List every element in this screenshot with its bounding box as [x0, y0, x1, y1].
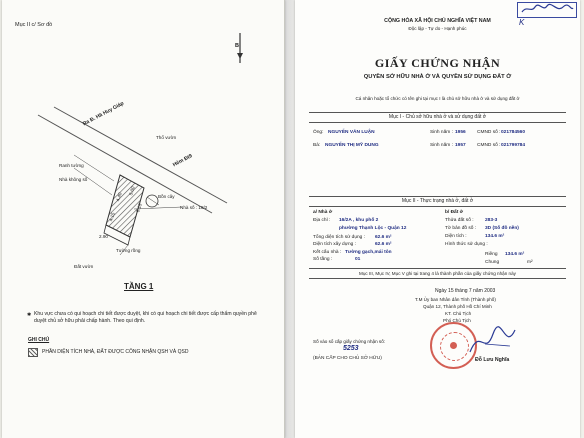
owner-2-birth-label: Sinh năm :	[430, 143, 453, 148]
address-label: Địa chỉ :	[313, 218, 331, 223]
owner-2-prefix: Bà:	[313, 143, 321, 148]
issue-date: Ngày 15 tháng 7 năm 2003	[435, 288, 496, 294]
owner-1-name: NGUYỄN VĂN LUẬN	[328, 130, 375, 135]
authority-line-1: T.M Ủy ban Nhân dân Tỉnh (Thành phố)	[415, 297, 496, 302]
floor-label: TẦNG 1	[124, 282, 154, 291]
ward-value: phường Thạnh Lộc - Quận 12	[339, 226, 407, 231]
owner-2-id: 021799784	[501, 143, 526, 148]
dimension-label: 4.40	[115, 191, 123, 202]
shared-value: m²	[527, 260, 533, 265]
section2-header: Mục II - Thực trạng nhà ở, đất ở	[309, 196, 566, 207]
floors-value: 01	[355, 257, 361, 262]
intro-text: Cá nhân hoặc tổ chức có tên ghi tại mục I là chủ sở hữu nhà ở và sử dụng đất ở	[355, 96, 520, 101]
authority-line-4: Phó Chủ Tịch	[443, 318, 471, 323]
hatched-legend-icon	[28, 348, 38, 357]
owner-2-name: NGUYỄN THỊ MỸ DUNG	[325, 143, 379, 148]
bullet-icon: ✱	[27, 312, 32, 318]
dimension-label: 2.90	[99, 234, 108, 239]
private-label: Riêng	[485, 252, 498, 257]
signature-icon	[465, 322, 525, 362]
north-arrow-icon	[239, 33, 242, 61]
authority-line-2: Quận 12, Thành phố Hồ Chí Minh	[423, 304, 492, 309]
house-heading: a/ Nhà ở	[313, 210, 333, 215]
signer-name: Đỗ Lưu Nghĩa	[475, 357, 510, 363]
shared-label: Chung	[485, 260, 500, 265]
registration-number: 5253	[343, 345, 359, 352]
registration-label: Số vào sổ cấp giấy chứng nhận số:	[313, 339, 386, 344]
house-number-label: Nhà số : 18/2	[180, 205, 208, 210]
address-value: 16/2A , khu phố 2	[339, 218, 379, 223]
area-value: 134.6 m²	[485, 234, 505, 239]
parcel-value: 283-3	[485, 218, 498, 223]
floors-label: Số tầng :	[313, 257, 333, 262]
fence-label: Tường rồng	[116, 248, 141, 253]
neighbor-house-label: Nhà không số	[59, 177, 88, 182]
republic-header: CỘNG HÒA XÃ HỘI CHỦ NGHĨA VIỆT NAM	[384, 18, 491, 24]
certificate-subtitle: QUYỀN SỞ HỮU NHÀ Ở VÀ QUYỀN SỬ DỤNG ĐẤT Ở	[363, 74, 512, 80]
planning-note: Khu vực chưa có qui hoạch chi tiết được duyệt, khi có qui hoạch chi tiết được cấp thẩm quyền phê duyệt chủ sở hữu phải chấp hành. Theo qui định.	[34, 311, 257, 324]
copy-note: (BẢN CẤP CHO CHỦ SỞ HỮU)	[313, 356, 382, 361]
parcel-label: Thửa đất số :	[445, 218, 474, 223]
handwritten-scribble	[519, 3, 575, 15]
dimension-label: 6.15	[135, 202, 143, 213]
section3-note: Mục III, Mục IV, Mục V ghi tại trang 4 là thành phần của giấy chứng nhận này	[309, 268, 566, 279]
area-label: Diện tích :	[445, 234, 467, 239]
floor-area-value: 62.6 m²	[375, 242, 392, 247]
land-heading: b/ Đất ở	[445, 210, 464, 215]
owner-1-birth: 1956	[455, 130, 466, 135]
form-label: Hình thức sử dụng :	[445, 242, 488, 247]
site-map	[2, 95, 284, 275]
owner-1-prefix: Ông:	[313, 130, 324, 135]
floor-area-label: Diện tích xây dựng :	[313, 242, 356, 247]
owner-1-id-label: CMND số :	[477, 130, 501, 135]
handwritten-box	[517, 2, 577, 18]
legend-text: PHẦN DIỆN TÍCH NHÀ, ĐẤT ĐƯỢC CÔNG NHẬN QSH VÀ QSD	[42, 349, 189, 355]
built-area-value: 62.6 m²	[375, 235, 392, 240]
owner-2-birth: 1957	[455, 143, 466, 148]
built-area-label: Tổng diện tích sử dụng :	[313, 235, 366, 240]
certificate-title: GIẤY CHỨNG NHẬN	[374, 56, 501, 70]
map-sheet-label: Tờ bản đồ số :	[445, 226, 477, 231]
left-page-site-plan	[2, 0, 285, 438]
tree-label: Bồn cây	[158, 194, 175, 199]
garden-bottom-label: Đất vườn	[74, 264, 94, 269]
structure-label: Kết cấu nhà :	[313, 250, 342, 255]
road-label: Ra Đ. Hà Huy Giáp	[82, 100, 126, 128]
legend-title: GHI CHÚ	[28, 337, 50, 343]
handwritten-mark: K	[519, 18, 525, 27]
motto: Độc lập - Tự do - Hạnh phúc	[408, 26, 467, 31]
north-label: B	[235, 43, 239, 49]
owner-1-birth-label: Sinh năm :	[430, 130, 453, 135]
dimension-label: 5.00	[128, 185, 136, 196]
owner-1-id: 021784560	[501, 130, 526, 135]
owner-2-id-label: CMND số :	[477, 143, 501, 148]
structure-value: Tường gạch,mái tôn	[345, 250, 392, 255]
dimension-label: 4.15	[108, 211, 116, 222]
map-sheet-value: 3D (Số đồ nền)	[485, 226, 519, 231]
neighbor-wall-label: Ranh tường	[59, 163, 84, 168]
alley-label: Hẻm Đt9	[172, 153, 194, 169]
right-page-certificate	[295, 0, 580, 438]
section1-header: Mục I - Chủ sở hữu nhà ở và sử dụng đất ở	[309, 112, 566, 123]
private-value: 134.6 m²	[505, 252, 525, 257]
garden-top-label: Thổ vườn	[156, 135, 177, 140]
authority-line-3: KT. Chủ Tịch	[445, 311, 472, 316]
section-label: Mục II c/ Sơ đồ	[15, 22, 53, 28]
